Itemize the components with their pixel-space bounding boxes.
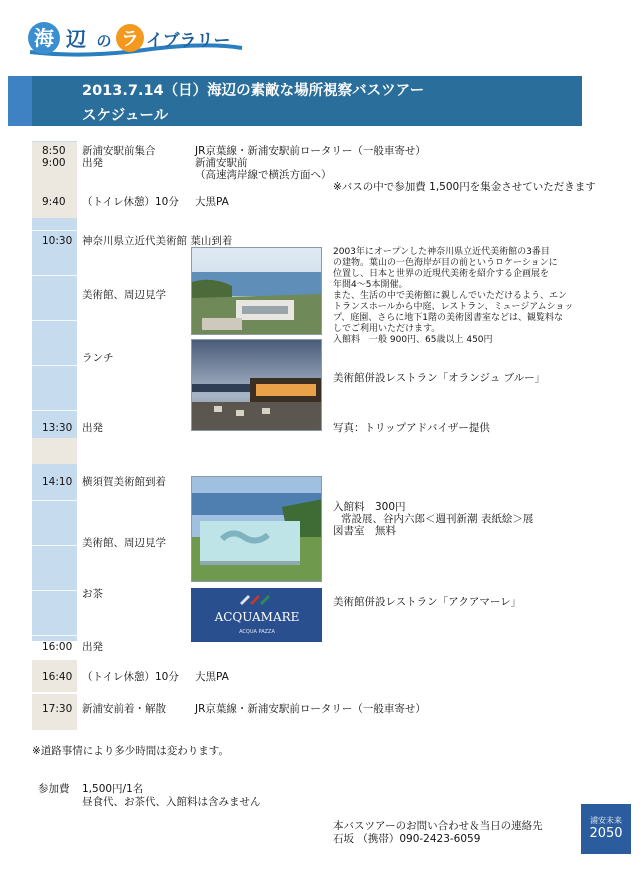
- desc-line: 位置し、日本と世界の近現代美術を紹介する企画展を: [333, 269, 550, 279]
- fee-label: 参加費: [38, 783, 70, 795]
- photo-credit: 写真：トリップアドバイザー提供: [333, 422, 490, 434]
- logo-char-5: イブラリー: [146, 31, 231, 51]
- time: 9:00: [42, 157, 66, 169]
- event: 出発: [82, 641, 103, 653]
- traffic-note: ※道路事情により多少時間は変わります。: [32, 745, 229, 757]
- logo-char-3: の: [96, 32, 112, 50]
- time: 13:30: [42, 422, 73, 434]
- time-cell-blank: [32, 438, 77, 464]
- logo-char-4: ラ: [121, 29, 139, 50]
- event: お茶: [82, 588, 103, 600]
- time: 9:40: [42, 196, 66, 208]
- exhibition: 常設展、谷内六郎＜週刊新潮 表紙絵＞展: [341, 513, 534, 525]
- detail: 新浦安駅前: [195, 157, 248, 169]
- fee-exclusions: 昼食代、お茶代、入館料は含みません: [82, 796, 261, 808]
- event: （トイレ休憩）10分: [82, 671, 179, 683]
- event: ランチ: [82, 352, 114, 364]
- desc-line: プ、庭園、さらに地下1階の美術図書室などは、観覧料な: [333, 313, 564, 323]
- event: 新浦安前着・解散: [82, 703, 166, 715]
- badge-line: 浦安未来: [590, 816, 622, 825]
- desc-line: 2003年にオープンした神奈川県立近代美術館の3番目: [333, 247, 550, 257]
- time: 17:30: [42, 703, 73, 715]
- hayama-description: [333, 247, 583, 346]
- detail: 大黒PA: [195, 196, 229, 208]
- time: 10:30: [42, 235, 73, 247]
- desc-line: の建物。葉山の一色海岸が目の前というロケーションに: [333, 258, 558, 268]
- event: 神奈川県立近代美術館 葉山到着: [82, 235, 233, 247]
- event: 新浦安駅前集合: [82, 145, 156, 157]
- contact-phone: 石坂 （携帯）090-2423-6059: [333, 833, 481, 845]
- detail: JR京葉線・新浦安駅前ロータリー（一般車寄せ）: [195, 145, 426, 157]
- event: 美術館、周辺見学: [82, 537, 166, 549]
- fee-value: 1,500円/1名: [82, 783, 144, 795]
- detail: 美術館併設レストラン「アクアマーレ」: [333, 596, 522, 608]
- acquamare-logo: [191, 588, 322, 642]
- urayasu-2050-badge: [581, 804, 631, 854]
- detail: 大黒PA: [195, 671, 229, 683]
- detail: 美術館併設レストラン「オランジュ ブルー」: [333, 372, 546, 384]
- time: 8:50: [42, 145, 66, 157]
- badge-line: 2050: [589, 826, 623, 841]
- event: 横須賀美術館到着: [82, 476, 166, 488]
- detail: JR京葉線・新浦安駅前ロータリー（一般車寄せ）: [195, 703, 426, 715]
- logo-char-1: 海: [34, 26, 54, 50]
- library-fee: 図書室 無料: [333, 525, 396, 537]
- event: 美術館、周辺見学: [82, 289, 166, 301]
- hayama-museum-photo: [191, 247, 322, 335]
- fee: 入館料 300円: [333, 501, 406, 513]
- contact-heading: 本バスツアーのお問い合わせ＆当日の連絡先: [333, 820, 543, 832]
- event: 出発: [82, 422, 103, 434]
- time: 16:40: [42, 671, 73, 683]
- fee-note: ※バスの中で参加費 1,500円を集金させていただきます: [333, 181, 596, 193]
- desc-line: トランスホールから中庭、レストラン、ミュージアムショッ: [333, 302, 574, 312]
- time: 16:00: [42, 641, 73, 653]
- detail: （高速湾岸線で横浜方面へ）: [195, 169, 332, 181]
- desc-line: 入館料 一般 900円、65歳以上 450円: [333, 335, 493, 345]
- desc-line: また、生活の中で美術館に親しんでいただけるよう、エン: [333, 291, 568, 301]
- event: 出発: [82, 157, 103, 169]
- header-accent-bar: [8, 76, 32, 126]
- time: 14:10: [42, 476, 73, 488]
- orange-bleue-restaurant-photo: [191, 339, 322, 431]
- event: （トイレ休憩）10分: [82, 196, 179, 208]
- desc-line: しでご利用いただけます。: [333, 324, 441, 334]
- logo-char-2: 辺: [66, 27, 86, 51]
- page-subtitle: スケジュール: [82, 108, 169, 124]
- page-title: 2013.7.14（日）海辺の素敵な場所視察バスツアー: [82, 83, 425, 99]
- site-logo: [24, 18, 246, 64]
- acquapazza-logo-text: ACQUA PAZZA: [239, 629, 275, 635]
- desc-line: 年間4～5本開催。: [333, 280, 408, 290]
- yokosuka-museum-photo: [191, 476, 322, 582]
- acquamare-logo-text: ACQUAMARE: [214, 610, 300, 624]
